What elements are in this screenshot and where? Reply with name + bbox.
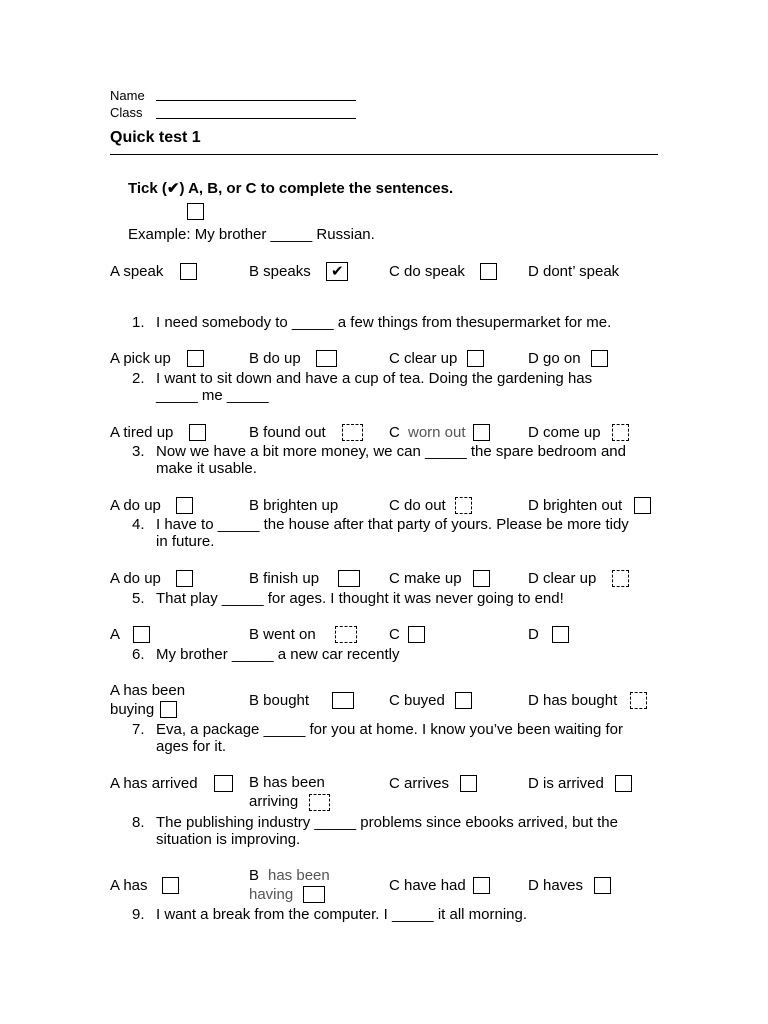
option-c-checkbox[interactable]: [473, 424, 490, 441]
question-number: 3.: [132, 443, 145, 460]
option-b-checkbox[interactable]: [335, 626, 357, 643]
example-option-b: B speaks: [249, 263, 311, 280]
question-text-line2: _____ me _____: [156, 387, 269, 404]
option-d-checkbox[interactable]: [594, 877, 611, 894]
option-d-checkbox[interactable]: [552, 626, 569, 643]
option-a: A: [110, 626, 121, 643]
option-d-checkbox[interactable]: [634, 497, 651, 514]
example-option-c: C do speak: [389, 263, 465, 280]
option-d: D is arrived: [528, 775, 604, 792]
example-a-checkbox[interactable]: [180, 263, 197, 280]
option-a: A pick up: [110, 350, 171, 367]
option-b-text: has been: [268, 867, 330, 884]
option-b-checkbox[interactable]: [338, 570, 360, 587]
option-d-checkbox[interactable]: [612, 570, 629, 587]
option-c: C make up: [389, 570, 462, 587]
option-c: C buyed: [389, 692, 445, 709]
question-text: I want a break from the computer. I _____ it all morning.: [156, 906, 528, 923]
example-sentence: Example: My brother _____ Russian.: [128, 226, 375, 243]
tick-icon: ✔: [331, 262, 344, 280]
question-number: 7.: [132, 721, 145, 738]
option-a: A do up: [110, 497, 161, 514]
option-a-checkbox[interactable]: [162, 877, 179, 894]
question-text-line2: in future.: [156, 533, 215, 550]
option-a: A has arrived: [110, 775, 198, 792]
option-b: B finish up: [249, 570, 320, 587]
question-number: 6.: [132, 646, 145, 663]
option-a-checkbox[interactable]: [189, 424, 206, 441]
option-a-line2: buying: [110, 701, 155, 718]
class-label: Class: [110, 105, 143, 120]
option-c-checkbox[interactable]: [460, 775, 477, 792]
option-a: A do up: [110, 570, 161, 587]
option-d-checkbox[interactable]: [615, 775, 632, 792]
sample-tick-box[interactable]: [187, 203, 204, 220]
option-c-checkbox[interactable]: [408, 626, 425, 643]
question-text: Now we have a bit more money, we can _____ the spare bedroom and: [156, 443, 626, 460]
question-number: 8.: [132, 814, 145, 831]
option-b-line2: having: [249, 886, 294, 903]
example-option-d: D dont’ speak: [528, 263, 620, 280]
option-b: B bought: [249, 692, 310, 709]
question-number: 2.: [132, 370, 145, 387]
option-a: A has been: [110, 682, 186, 699]
option-d: D go on: [528, 350, 581, 367]
option-b-checkbox[interactable]: [342, 424, 363, 441]
option-b: B found out: [249, 424, 326, 441]
question-number: 1.: [132, 314, 145, 331]
option-b-checkbox[interactable]: [332, 692, 354, 709]
option-b-checkbox[interactable]: [316, 350, 337, 367]
option-c-checkbox[interactable]: [473, 877, 490, 894]
question-number: 5.: [132, 590, 145, 607]
option-c: C clear up: [389, 350, 458, 367]
option-a-checkbox[interactable]: [187, 350, 204, 367]
option-a-checkbox[interactable]: [160, 701, 177, 718]
option-c-text: worn out: [408, 424, 466, 441]
option-a-checkbox[interactable]: [176, 497, 193, 514]
option-d-checkbox[interactable]: [612, 424, 629, 441]
option-a-checkbox[interactable]: [176, 570, 193, 587]
option-a: A tired up: [110, 424, 174, 441]
question-text: I want to sit down and have a cup of tea. Doing the gardening has: [156, 370, 593, 387]
question-text: That play _____ for ages. I thought it was never going to end!: [156, 590, 564, 607]
example-option-a: A speak: [110, 263, 164, 280]
option-c: C do out: [389, 497, 446, 514]
question-text: Eva, a package _____ for you at home. I know you’ve been waiting for: [156, 721, 623, 738]
instruction-text: Tick (✔) A, B, or C to complete the sentences.: [128, 180, 454, 197]
option-c-checkbox[interactable]: [455, 692, 472, 709]
option-b-checkbox[interactable]: [309, 794, 330, 811]
option-b: B went on: [249, 626, 316, 643]
question-text: My brother _____ a new car recently: [156, 646, 400, 663]
option-d: D: [528, 626, 539, 643]
option-c: C: [389, 626, 400, 643]
option-d-checkbox[interactable]: [630, 692, 647, 709]
option-b: B: [249, 867, 260, 884]
question-number: 9.: [132, 906, 145, 923]
option-d: D haves: [528, 877, 584, 894]
option-d-checkbox[interactable]: [591, 350, 608, 367]
option-b-checkbox[interactable]: [303, 886, 325, 903]
option-b: B has been: [249, 774, 325, 791]
class-field-line[interactable]: [156, 118, 356, 119]
question-text-line2: situation is improving.: [156, 831, 301, 848]
option-c: C have had: [389, 877, 466, 894]
question-text-line2: make it usable.: [156, 460, 257, 477]
option-b: B brighten up: [249, 497, 339, 514]
name-field-line[interactable]: [156, 100, 356, 101]
option-a-checkbox[interactable]: [214, 775, 233, 792]
option-c: C: [389, 424, 400, 441]
option-d: D has bought: [528, 692, 618, 709]
option-d: D brighten out: [528, 497, 623, 514]
question-text-line2: ages for it.: [156, 738, 227, 755]
name-label: Name: [110, 88, 145, 103]
example-b-checkbox[interactable]: [326, 262, 348, 281]
example-c-checkbox[interactable]: [480, 263, 497, 280]
title-divider: [110, 154, 658, 155]
question-text: The publishing industry _____ problems since ebooks arrived, but the: [156, 814, 618, 831]
option-d: D come up: [528, 424, 601, 441]
question-number: 4.: [132, 516, 145, 533]
option-a-checkbox[interactable]: [133, 626, 150, 643]
option-b: B do up: [249, 350, 301, 367]
option-a: A has: [110, 877, 148, 894]
option-c-checkbox[interactable]: [473, 570, 490, 587]
question-text: I need somebody to _____ a few things from thesupermarket for me.: [156, 314, 612, 331]
option-c-checkbox[interactable]: [455, 497, 472, 514]
page-title: Quick test 1: [110, 129, 201, 146]
option-c-checkbox[interactable]: [467, 350, 484, 367]
option-b-line2: arriving: [249, 793, 299, 810]
question-text: I have to _____ the house after that party of yours. Please be more tidy: [156, 516, 629, 533]
option-c: C arrives: [389, 775, 450, 792]
option-d: D clear up: [528, 570, 597, 587]
